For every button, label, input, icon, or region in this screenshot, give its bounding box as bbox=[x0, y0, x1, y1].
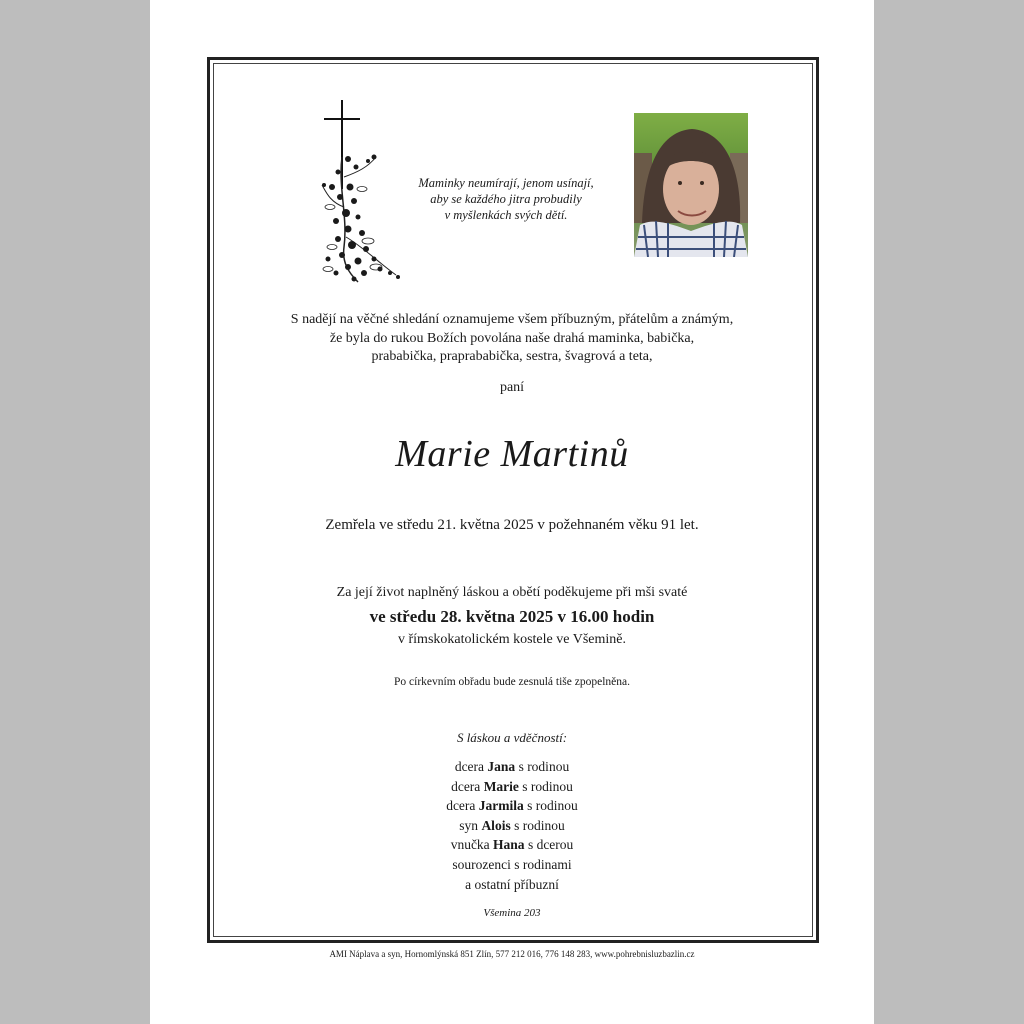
funeral-service-footer: AMI Náplava a syn, Hornomlýnská 851 Zlín, 577 212 016, 776 148 283, www.pohrebnisluzbazlin.cz bbox=[329, 949, 695, 959]
title-pani: paní bbox=[499, 380, 525, 395]
mourner-line: dcera Marie s rodinou bbox=[451, 778, 573, 794]
quote bbox=[406, 175, 606, 223]
cross-with-flowers-icon bbox=[318, 97, 408, 289]
mourner-line: syn Alois s rodinou bbox=[459, 817, 565, 833]
deceased-photo bbox=[634, 113, 748, 257]
mourner-line: dcera Jana s rodinou bbox=[454, 759, 570, 774]
mourner-line: a ostatní příbuzní bbox=[465, 876, 559, 892]
quote-line: Maminky neumírají, jenom usínají, bbox=[418, 176, 594, 190]
deceased-name: Marie Martinů bbox=[395, 433, 629, 475]
mass-datetime: ve středu 28. května 2025 v 16.00 hodin bbox=[369, 607, 655, 626]
mass-intro: Za její život naplněný láskou a obětí poděkujeme při mši svaté bbox=[336, 585, 688, 600]
obituary-paper bbox=[150, 0, 874, 1024]
mass-location: v římskokatolickém kostele ve Všemině. bbox=[398, 632, 626, 647]
mourners-list bbox=[210, 757, 814, 894]
death-notice: Zemřela ve středu 21. května 2025 v požehnaném věku 91 let. bbox=[325, 517, 699, 533]
announcement-text bbox=[210, 311, 814, 367]
mourner-line: vnučka Hana s dcerou bbox=[450, 837, 574, 853]
mourner-line: sourozenci s rodinami bbox=[452, 856, 572, 872]
announcement-line: prababička, praprababička, sestra, švagrová a teta, bbox=[371, 349, 653, 364]
announcement-line: S nadějí na věčné shledání oznamujeme všem příbuzným, přátelům a známým, bbox=[290, 312, 734, 327]
announcement-line: že byla do rukou Božích povolána naše drahá maminka, babička, bbox=[329, 330, 695, 346]
family-address: Všemina 203 bbox=[483, 907, 541, 919]
quote-line: v myšlenkách svých dětí. bbox=[444, 208, 568, 222]
with-love-heading: S láskou a vděčností: bbox=[456, 730, 568, 745]
mourner-line: dcera Jarmila s rodinou bbox=[446, 798, 578, 814]
cremation-note: Po církevním obřadu bude zesnulá tiše zpopelněna. bbox=[394, 676, 630, 688]
quote-line: aby se každého jitra probudily bbox=[430, 192, 582, 206]
